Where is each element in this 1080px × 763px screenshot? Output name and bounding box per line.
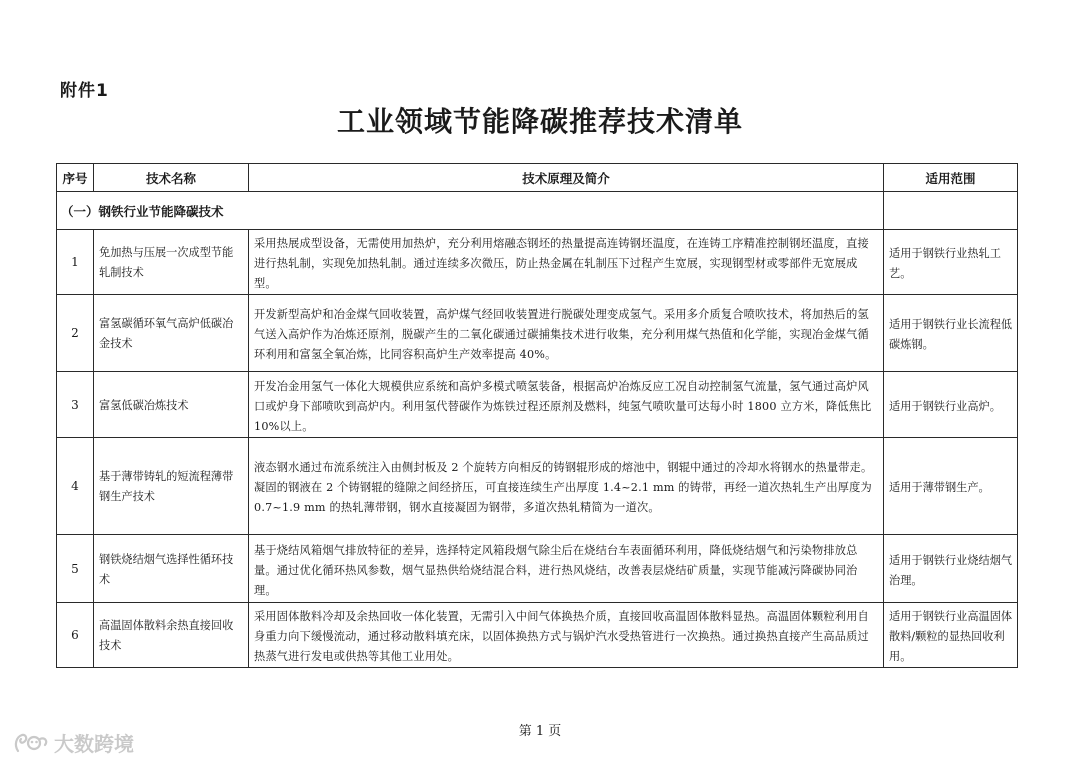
row-scope: 适用于钢铁行业高温固体散料/颗粒的显热回收利用。	[884, 603, 1018, 668]
table-row	[57, 603, 1018, 668]
header-no: 序号	[57, 164, 94, 192]
row-name: 高温固体散料余热直接回收技术	[94, 603, 249, 668]
row-no: 5	[57, 535, 94, 603]
row-scope: 适用于钢铁行业长流程低碳炼钢。	[884, 295, 1018, 372]
row-scope: 适用于钢铁行业高炉。	[884, 372, 1018, 438]
watermark-text: 大数跨境	[54, 732, 134, 756]
table-row	[57, 535, 1018, 603]
row-name: 免加热与压展一次成型节能轧制技术	[94, 230, 249, 295]
section-title: （一）钢铁行业节能降碳技术	[57, 192, 884, 230]
header-scope: 适用范围	[884, 164, 1018, 192]
row-no: 4	[57, 438, 94, 535]
row-name: 富氢低碳冶炼技术	[94, 372, 249, 438]
row-scope: 适用于钢铁行业烧结烟气治理。	[884, 535, 1018, 603]
watermark	[12, 728, 134, 757]
row-desc: 基于烧结风箱烟气排放特征的差异，选择特定风箱段烟气除尘后在烧结台车表面循环利用，降低烧结烟气和污染物排放总量。通过优化循环热风参数，烟气显热供给烧结混合料，进行热风烧结，改善表层烧结矿质量，实现节能减污降碳协同治理。	[249, 535, 884, 603]
tech-table	[56, 163, 1018, 668]
row-name: 富氢碳循环氧气高炉低碳冶金技术	[94, 295, 249, 372]
table-row	[57, 372, 1018, 438]
table-row	[57, 295, 1018, 372]
table-header-row	[57, 164, 1018, 192]
table-row	[57, 438, 1018, 535]
row-no: 3	[57, 372, 94, 438]
row-no: 1	[57, 230, 94, 295]
row-desc: 开发新型高炉和冶金煤气回收装置，高炉煤气经回收装置进行脱碳处理变成氢气。采用多介质复合喷吹技术，将加热后的氢气送入高炉作为冶炼还原剂，脱碳产生的二氧化碳通过碳捕集技术进行收集，充分利用煤气热值和化学能，实现冶金煤气循环利用和富氢全氧冶炼，比同容积高炉生产效率提高 40%。	[249, 295, 884, 372]
section-row	[57, 192, 1018, 230]
row-name: 基于薄带铸轧的短流程薄带钢生产技术	[94, 438, 249, 535]
logo-icon	[12, 731, 50, 755]
row-desc: 采用热展成型设备，无需使用加热炉，充分利用熔融态钢坯的热量提高连铸钢坯温度，在连铸工序精准控制钢坯温度，直接进行热轧制，实现免加热轧制。通过连续多次微压，防止热金属在轧制压下过程产生宽展，实现钢型材或零部件无宽展成型。	[249, 230, 884, 295]
row-scope: 适用于薄带钢生产。	[884, 438, 1018, 535]
row-name: 钢铁烧结烟气选择性循环技术	[94, 535, 249, 603]
header-name: 技术名称	[94, 164, 249, 192]
page-number: 第 1 页	[518, 724, 562, 739]
attachment-label: 附件1	[60, 81, 109, 101]
row-no: 2	[57, 295, 94, 372]
section-empty-cell	[884, 192, 1018, 230]
header-desc: 技术原理及简介	[249, 164, 884, 192]
row-desc: 采用固体散料冷却及余热回收一体化装置，无需引入中间气体换热介质，直接回收高温固体散料显热。高温固体颗粒利用自身重力向下缓慢流动，通过移动散料填充床，以固体换热方式与锅炉汽水受热管进行一次换热。通过换热直接产生高品质过热蒸气进行发电或供热等其他工业用处。	[249, 603, 884, 668]
row-desc: 开发冶金用氢气一体化大规模供应系统和高炉多模式喷氢装备，根据高炉冶炼反应工况自动控制氢气流量，氢气通过高炉风口或炉身下部喷吹到高炉内。利用氢代替碳作为炼铁过程还原剂及燃料，纯氢气喷吹量可达每小时 1800 立方米，降低焦比 10%以上。	[249, 372, 884, 438]
table-row	[57, 230, 1018, 295]
row-scope: 适用于钢铁行业热轧工艺。	[884, 230, 1018, 295]
row-no: 6	[57, 603, 94, 668]
row-desc: 液态钢水通过布流系统注入由侧封板及 2 个旋转方向相反的铸钢辊形成的熔池中，钢辊中通过的冷却水将钢水的热量带走。凝固的钢液在 2 个铸钢辊的缝隙之间经挤压，可直接连续生产出厚度 1.4~2.1 mm 的铸带，再经一道次热轧生产出厚度为 0.7~1.9 mm 的热轧薄带钢，钢水直接凝固为钢带，多道次热轧精简为一道次。	[249, 438, 884, 535]
page-title: 工业领域节能降碳推荐技术清单	[336, 105, 743, 138]
